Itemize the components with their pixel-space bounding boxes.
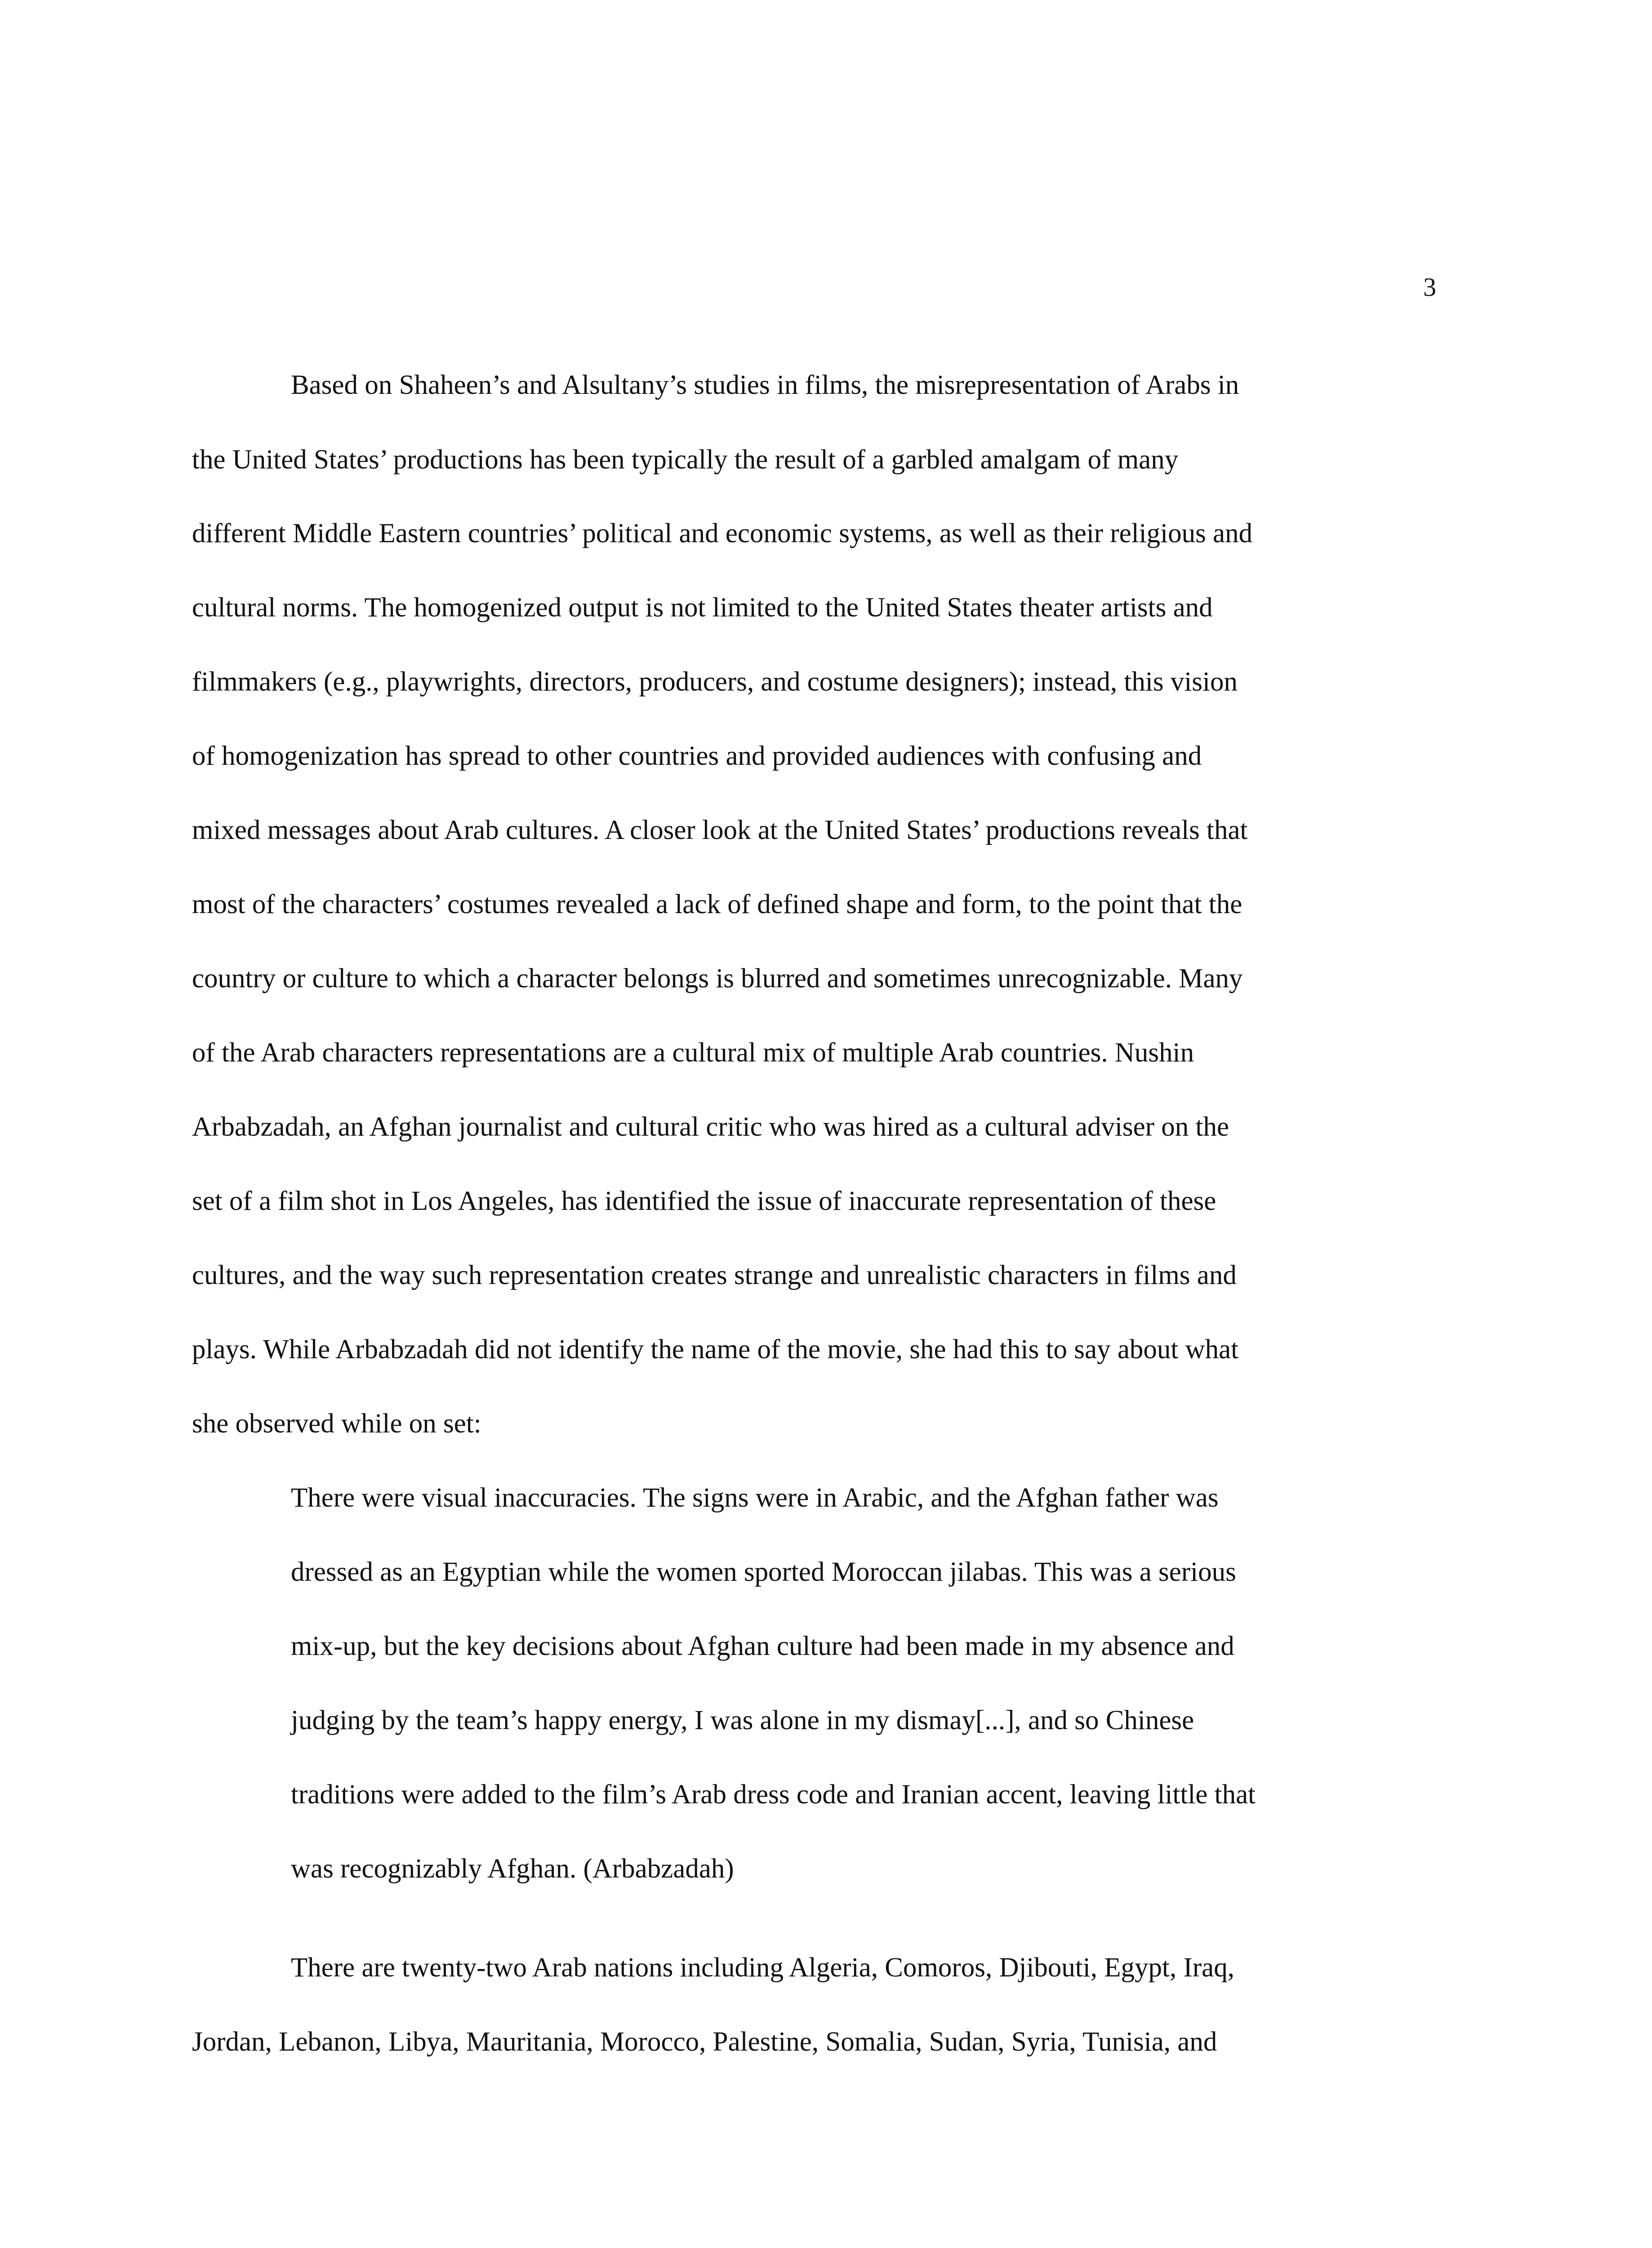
paragraph-line: filmmakers (e.g., playwrights, directors, producers, and costume designers); instead, this vision xyxy=(192,667,1238,697)
paragraph-line: most of the characters’ costumes revealed a lack of defined shape and form, to the point that the xyxy=(192,889,1242,919)
block-quote-line: was recognizably Afghan. (Arbabzadah) xyxy=(291,1854,734,1884)
block-quote-line: There were visual inaccuracies. The signs were in Arabic, and the Afghan father was xyxy=(291,1483,1219,1513)
paragraph-line: Jordan, Lebanon, Libya, Mauritania, Morocco, Palestine, Somalia, Sudan, Syria, Tunisia, and xyxy=(192,2027,1217,2057)
paragraph-line: the United States’ productions has been typically the result of a garbled amalgam of many xyxy=(192,445,1179,475)
block-quote-line: traditions were added to the film’s Arab dress code and Iranian accent, leaving little that xyxy=(291,1780,1256,1810)
paragraph-line: plays. While Arbabzadah did not identify the name of the movie, she had this to say about what xyxy=(192,1334,1239,1365)
paragraph-line: cultures, and the way such representation creates strange and unrealistic characters in films and xyxy=(192,1260,1237,1290)
paragraph-line: Arbabzadah, an Afghan journalist and cultural critic who was hired as a cultural adviser on the xyxy=(192,1112,1229,1142)
paragraph-line: mixed messages about Arab cultures. A closer look at the United States’ productions reveals that xyxy=(192,815,1248,845)
paragraph-line: country or culture to which a character belongs is blurred and sometimes unrecognizable. Many xyxy=(192,963,1243,994)
block-quote-line: judging by the team’s happy energy, I was alone in my dismay[...], and so Chinese xyxy=(291,1705,1194,1735)
paragraph-line: different Middle Eastern countries’ political and economic systems, as well as their religious and xyxy=(192,518,1253,549)
paragraph-line: cultural norms. The homogenized output is not limited to the United States theater artists and xyxy=(192,593,1213,623)
block-quote-line: mix-up, but the key decisions about Afghan culture had been made in my absence and xyxy=(291,1631,1234,1661)
paragraph-line: Based on Shaheen’s and Alsultany’s studies in films, the misrepresentation of Arabs in xyxy=(291,370,1239,400)
paragraph-line: she observed while on set: xyxy=(192,1409,481,1439)
paragraph-line: of the Arab characters representations are a cultural mix of multiple Arab countries. Nushin xyxy=(192,1038,1194,1068)
paragraph-line: There are twenty-two Arab nations including Algeria, Comoros, Djibouti, Egypt, Iraq, xyxy=(291,1953,1234,1983)
paragraph-line: of homogenization has spread to other countries and provided audiences with confusing and xyxy=(192,741,1202,771)
page-number: 3 xyxy=(1423,272,1436,302)
paragraph-line: set of a film shot in Los Angeles, has identified the issue of inaccurate representation of these xyxy=(192,1186,1216,1216)
block-quote-line: dressed as an Egyptian while the women sported Moroccan jilabas. This was a serious xyxy=(291,1557,1236,1587)
